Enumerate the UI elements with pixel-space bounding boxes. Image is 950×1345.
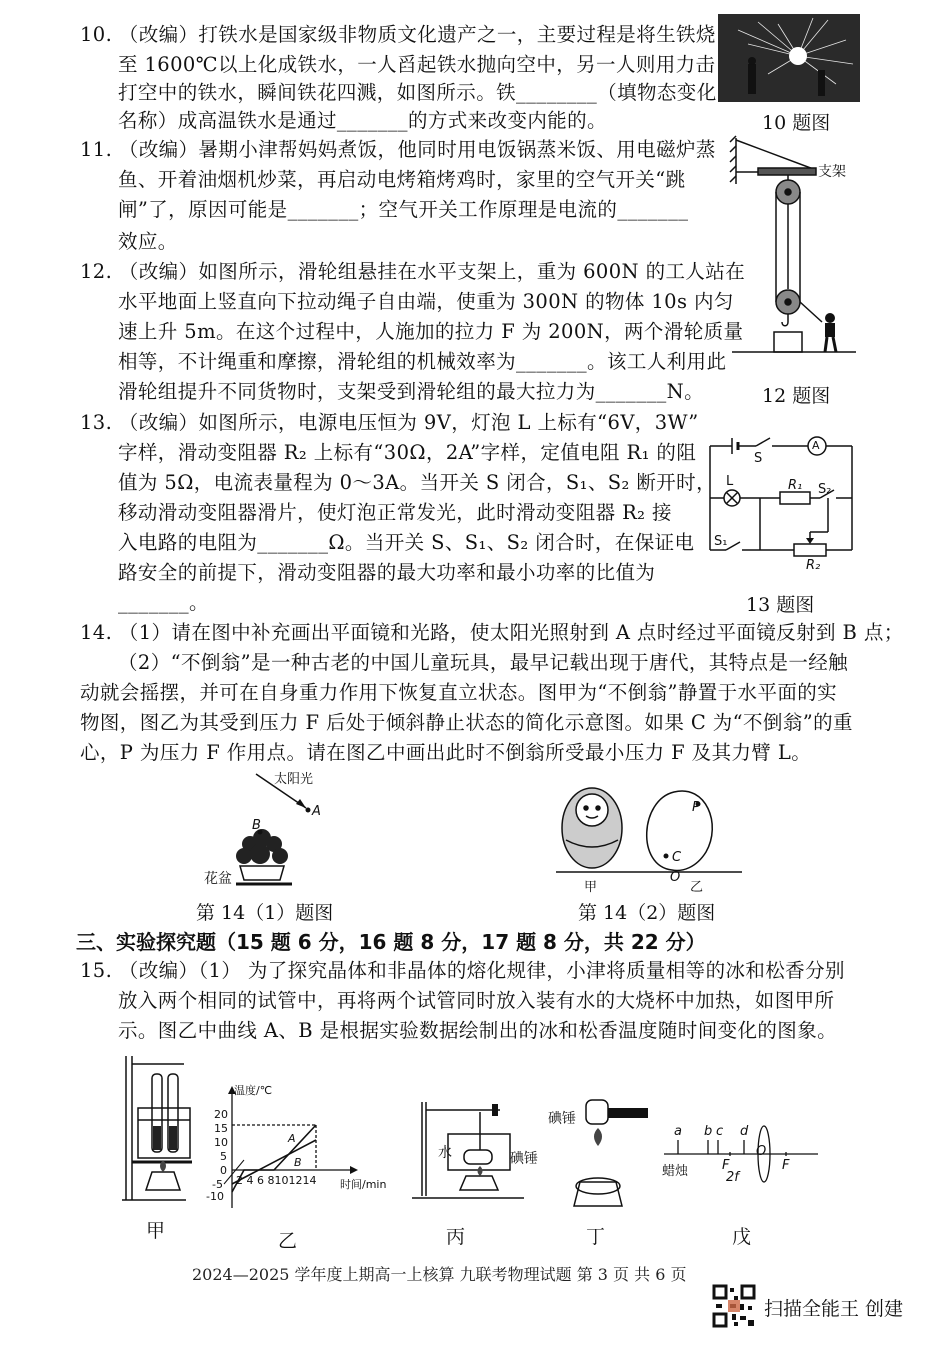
q10-caption: 10 题图 bbox=[762, 112, 831, 134]
q15-line-3: 示。图乙中曲线 A、B 是根据实验数据绘制出的冰和松香温度随时间变化的图象。 bbox=[118, 1019, 838, 1042]
q12-caption: 12 题图 bbox=[762, 385, 831, 407]
q10-line-2: 至 1600℃以上化成铁水，一人舀起铁水抛向空中，另一人则用力击 bbox=[118, 53, 716, 76]
q13-line-2: 字样，滑动变阻器 R₂ 上标有“30Ω，2A”字样，定值电阻 R₁ 的阻 bbox=[118, 441, 697, 464]
point-o-label: O bbox=[670, 870, 681, 885]
ding-iodine-label: 碘锤 bbox=[548, 1111, 576, 1127]
q13-line-1: 13. （改编）如图所示，电源电压恒为 9V，灯泡 L 上标有“6V，3W” bbox=[80, 411, 699, 434]
q15-line-2: 放入两个相同的试管中，再将两个试管同时放入装有水的大烧杯中加热，如图甲所 bbox=[118, 989, 835, 1012]
point-c-label: C bbox=[672, 850, 682, 865]
circuit-diagram bbox=[704, 432, 860, 580]
circuit-label-r2: R₂ bbox=[806, 558, 821, 573]
caption-ding: 丁 bbox=[586, 1226, 606, 1248]
q10-line-4: 名称）成高温铁水是通过_______的方式来改变内能的。 bbox=[118, 109, 607, 132]
q12-line-2: 水平地面上竖直向下拉动绳子自由端，使重为 300N 的物体 10s 内匀 bbox=[118, 290, 734, 313]
q14-2-caption: 第 14（2）题图 bbox=[578, 902, 716, 924]
q12-line-4: 相等，不计绳重和摩擦，滑轮组的机械效率为_______。该工人利用此 bbox=[118, 350, 727, 373]
ytick-0: 0 bbox=[220, 1164, 227, 1177]
caption-jia: 甲 bbox=[146, 1220, 166, 1242]
circuit-label-l: L bbox=[726, 474, 734, 489]
bing-iodine-label: 碘锤 bbox=[510, 1151, 538, 1167]
q14-2-figure bbox=[556, 780, 744, 884]
point-a-label: A bbox=[312, 804, 321, 819]
q13-line-6: 路安全的前提下，滑动变阻器的最大功率和最小功率的比值为 bbox=[118, 561, 656, 584]
caption-yi: 乙 bbox=[278, 1230, 298, 1252]
qr-code-icon bbox=[712, 1284, 756, 1328]
focus-f1-label: F bbox=[722, 1158, 730, 1173]
point-d-wu: d bbox=[740, 1124, 749, 1139]
point-a-wu: a bbox=[674, 1124, 682, 1139]
ammeter-label: A bbox=[812, 439, 820, 452]
q13-line-5: 入电路的电阻为_______Ω。当开关 S、S₁、S₂ 闭合时，在保证电 bbox=[118, 531, 695, 554]
iron-sparks-photo bbox=[718, 14, 860, 102]
q12-line-5: 滑轮组提升不同货物时，支架受到滑轮组的最大拉力为_______N。 bbox=[118, 380, 705, 403]
section3-heading: 三、实验探究题（15 题 6 分，16 题 8 分，17 题 8 分，共 22 分） bbox=[76, 930, 706, 954]
twof-label: 2f bbox=[726, 1170, 739, 1185]
q11-line-1: 11. （改编）暑期小津帮妈妈煮饭，他同时用电饭锅蒸米饭、用电磁炉蒸 bbox=[80, 138, 716, 161]
q14-line-4: 物图，图乙为其受到压力 F 后处于倾斜静止状态的简化示意图。如果 C 为“不倒翁”的重 bbox=[80, 711, 853, 734]
q14-line-1: 14. （1）请在图中补充画出平面镜和光路，使太阳光照射到 A 点时经过平面镜反射到 B 点； bbox=[80, 621, 904, 644]
fig-yi-label: 乙 bbox=[690, 880, 704, 895]
q14-line-2: （2）“不倒翁”是一种古老的中国儿童玩具，最早记载出现于唐代，其特点是一经触 bbox=[118, 651, 849, 674]
q13-line-7: _______。 bbox=[118, 591, 209, 614]
lens-o-label: O bbox=[756, 1144, 767, 1159]
point-b-wu: b bbox=[704, 1124, 713, 1139]
q12-line-3: 速上升 5m。在这个过程中，人施加的拉力 F 为 200N，两个滑轮质量 bbox=[118, 320, 744, 343]
caption-wu: 戊 bbox=[732, 1226, 752, 1248]
circuit-label-s: S bbox=[754, 451, 763, 466]
scanner-watermark: 扫描全能王 创建 bbox=[764, 1298, 904, 1320]
circuit-label-s1: S₁ bbox=[714, 534, 728, 549]
q13-caption: 13 题图 bbox=[746, 594, 815, 616]
curve-a-label: A bbox=[288, 1132, 296, 1145]
q12-line-1: 12. （改编）如图所示，滑轮组悬挂在水平支架上，重为 600N 的工人站在 bbox=[80, 260, 746, 283]
graph-ylabel: 温度/℃ bbox=[234, 1084, 273, 1097]
fig-jia-label: 甲 bbox=[584, 880, 598, 895]
graph-xlabel: 时间/min bbox=[340, 1178, 387, 1191]
ytick-5: 5 bbox=[220, 1150, 227, 1163]
candle-label: 蜡烛 bbox=[662, 1164, 689, 1179]
point-b-label: B bbox=[252, 818, 261, 833]
sunlight-label: 太阳光 bbox=[274, 772, 314, 787]
water-label: 水 bbox=[438, 1145, 452, 1161]
ytick-neg10: -10 bbox=[206, 1190, 224, 1203]
footer-clip bbox=[180, 1264, 780, 1284]
temperature-time-graph bbox=[204, 1080, 404, 1220]
q11-line-4: 效应。 bbox=[118, 230, 178, 253]
focus-f2-label: F bbox=[782, 1158, 790, 1173]
q14-1-caption: 第 14（1）题图 bbox=[196, 902, 334, 924]
ytick-10: 10 bbox=[214, 1136, 228, 1149]
q10-line-3: 打空中的铁水，瞬间铁花四溅，如图所示。铁________（填物态变化 bbox=[118, 81, 717, 104]
q13-line-4: 移动滑动变阻器滑片，使灯泡正常发光，此时滑动变阻器 R₂ 接 bbox=[118, 501, 672, 524]
circuit-label-s2: S₂ bbox=[818, 482, 832, 497]
q11-line-3: 闸”了，原因可能是_______；空气开关工作原理是电流的_______ bbox=[118, 198, 689, 221]
q15-line-1: 15. （改编）（1） 为了探究晶体和非晶体的熔化规律，小津将质量相等的冰和松香分别 bbox=[80, 959, 845, 982]
ytick-15: 15 bbox=[214, 1122, 228, 1135]
ytick-20: 20 bbox=[214, 1108, 228, 1121]
q13-line-3: 值为 5Ω，电流表量程为 0～3A。当开关 S 闭合，S₁、S₂ 断开时， bbox=[118, 471, 716, 494]
q14-line-3: 动就会摇摆，并可在自身重力作用下恢复直立状态。图甲为“不倒翁”静置于水平面的实 bbox=[80, 681, 838, 704]
fig-jia-apparatus bbox=[116, 1050, 198, 1210]
flowerpot-label: 花盆 bbox=[204, 871, 232, 887]
q14-line-5: 心，P 为压力 F 作用点。请在图乙中画出此时不倒翁所受最小压力 F 及其力臂 L。 bbox=[80, 741, 812, 764]
point-c-wu: c bbox=[716, 1124, 724, 1139]
xticks: 2 4 6 8101214 bbox=[236, 1174, 317, 1187]
q10-line-1: 10. （改编）打铁水是国家级非物质文化遗产之一，主要过程是将生铁烧 bbox=[80, 23, 716, 46]
q11-line-2: 鱼、开着油烟机炒菜，再启动电烤箱烤鸡时，家里的空气开关“跳 bbox=[118, 168, 686, 191]
caption-bing: 丙 bbox=[446, 1226, 466, 1248]
page-footer: 2024—2025 学年度上期高一上核算 九联考物理试题 第 3 页 共 6 页 bbox=[192, 1265, 687, 1284]
bracket-label: 支架 bbox=[818, 164, 846, 180]
ytick-neg5: -5 bbox=[212, 1178, 223, 1191]
circuit-label-r1: R₁ bbox=[788, 478, 803, 493]
point-p-label: P bbox=[692, 800, 700, 815]
curve-b-label: B bbox=[294, 1156, 302, 1169]
